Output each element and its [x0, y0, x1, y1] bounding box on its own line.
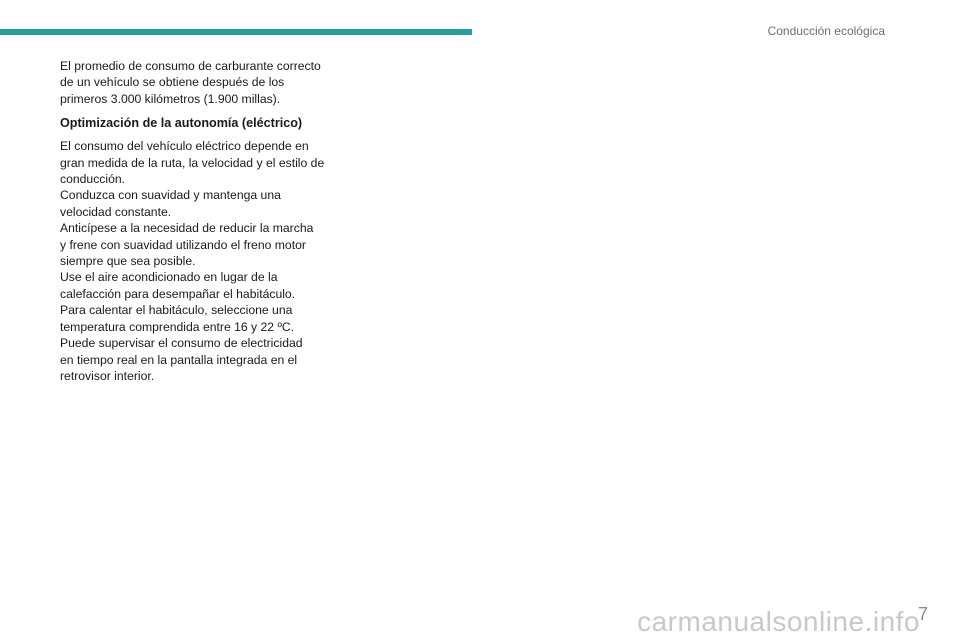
- body-line: y frene con suavidad utilizando el freno motor: [60, 237, 306, 252]
- body-line: gran medida de la ruta, la velocidad y el estilo de: [60, 155, 325, 170]
- body-line: conducción.: [60, 172, 126, 187]
- body-line: calefacción para desempañar el habitáculo.: [60, 286, 296, 301]
- watermark-text: carmanualsonline.info: [637, 606, 920, 637]
- intro-line: El promedio de consumo de carburante correcto: [60, 59, 321, 73]
- body-paragraph: [60, 138, 330, 384]
- intro-paragraph: [60, 58, 330, 107]
- body-line: Anticípese a la necesidad de reducir la marcha: [60, 221, 314, 236]
- intro-line: primeros 3.000 kilómetros (1.900 millas).: [60, 91, 281, 106]
- body-line: en tiempo real en la pantalla integrada en el: [60, 352, 298, 367]
- body-line: temperatura comprendida entre 16 y 22 ºC.: [60, 319, 295, 334]
- body-line: El consumo del vehículo eléctrico depende en: [60, 139, 309, 154]
- body-line: Para calentar el habitáculo, seleccione una: [60, 303, 293, 318]
- page-number: 7: [917, 604, 928, 624]
- body-line: Use el aire acondicionado en lugar de la: [60, 270, 278, 285]
- body-line: Conduzca con suavidad y mantenga una: [60, 188, 281, 203]
- body-line: Puede supervisar el consumo de electricidad: [60, 336, 303, 351]
- header-accent-bar: [0, 29, 472, 35]
- section-heading: Optimización de la autonomía (eléctrico): [60, 116, 303, 131]
- body-line: velocidad constante.: [60, 204, 172, 219]
- intro-line: de un vehículo se obtiene después de los: [60, 75, 285, 90]
- main-content: [60, 58, 330, 384]
- section-title: Conducción ecológica: [767, 24, 885, 38]
- body-line: retrovisor interior.: [60, 368, 155, 383]
- body-line: siempre que sea posible.: [60, 254, 196, 269]
